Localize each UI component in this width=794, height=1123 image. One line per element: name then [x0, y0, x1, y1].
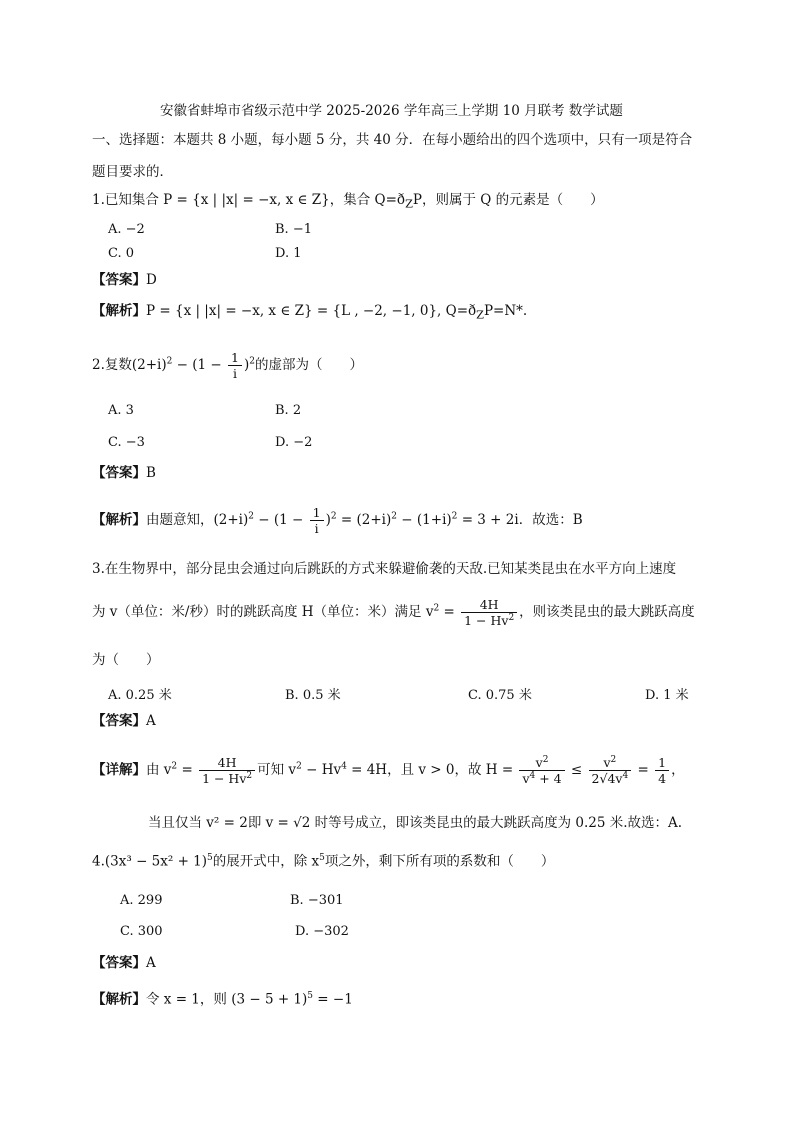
q4-answer-label: 【答案】	[92, 955, 146, 971]
q2-analysis-sup-1: 2	[248, 511, 254, 522]
q1-stem-sub: Z	[405, 197, 413, 211]
q1-analysis-sub: Z	[476, 308, 484, 322]
q3-detail-e: = 4H，且 v > 0，故 H =	[346, 762, 518, 779]
q4-option-a: A. 299	[120, 893, 163, 908]
q3-option-a: A. 0.25 米	[108, 688, 172, 703]
q3-detail-frac2-num	[519, 755, 564, 771]
q3-detail-le: ≤	[566, 762, 587, 779]
q3-detail-fraction-2	[519, 755, 564, 786]
q2-frac-den: i	[233, 366, 238, 381]
q2-analysis-expr-a: (2+i)	[213, 512, 249, 528]
q2-option-c: C. −3	[108, 435, 145, 450]
q2-analysis-mid2: − (1+i)	[397, 512, 452, 528]
question-4-stem	[92, 853, 554, 870]
q3-frac-den	[461, 613, 517, 628]
q4-analysis-sup: 5	[307, 991, 314, 1001]
q2-sup-1: 2	[166, 356, 173, 367]
q4-sup-2: 5	[319, 853, 325, 863]
question-2-stem	[92, 350, 363, 381]
q3-detail-sup-3: 4	[341, 761, 347, 772]
q3-detail-frac2-num-text: v	[535, 755, 543, 771]
q3-detail-frac3-den-sup: 4	[622, 771, 629, 782]
page-title: 安徽省蚌埠市省级示范中学 2025-2026 学年高三上学期 10 月联考 数学试题	[160, 103, 623, 119]
q3-detail-line2: 当且仅当 v² = 2即 v = √2 时等号成立，即该类昆虫的最大跳跃高度为 0.25 米.故选：A.	[148, 815, 683, 831]
q3-detail-frac2-den-text: v	[522, 771, 530, 787]
q2-analysis-prefix: 由题意知，	[146, 512, 214, 528]
q3-detail	[92, 755, 685, 786]
q3-option-b: B. 0.5 米	[285, 688, 341, 703]
q1-option-d: D. 1	[275, 246, 302, 261]
q3-stem-line3: 为（ ）	[92, 652, 160, 668]
q4-expr: (3x³ − 5x² + 1)	[104, 853, 208, 870]
q3-frac-den-sup: 2	[508, 613, 515, 623]
q2-analysis-sup-4: 2	[451, 511, 458, 522]
q3-line2-a: 为 v（单位：米/秒）时的跳跃高度 H（单位：米）满足 v	[92, 604, 434, 621]
q1-analysis	[92, 303, 527, 322]
q3-line2-c: ，则该类昆虫的最大跳跃高度	[519, 604, 695, 621]
q3-detail-frac1-den	[199, 771, 255, 786]
q4-analysis-b: (3 − 5 + 1)	[231, 991, 308, 1008]
q3-detail-frac2-den	[519, 771, 564, 786]
q3-detail-a: 由 v	[146, 762, 172, 779]
q3-detail-frac4-num: 1	[655, 755, 669, 771]
q3-detail-frac3-den-text: 2√4v	[591, 771, 623, 787]
section-heading-line1: 一、选择题：本题共 8 小题，每小题 5 分，共 40 分．在每小题给出的四个选项中，只有一项是符合	[92, 132, 693, 148]
q2-option-b: B. 2	[275, 403, 302, 418]
q3-detail-frac2-num-sup: 2	[542, 755, 549, 765]
q4-analysis	[92, 991, 353, 1008]
q4-tail: 的展开式中，除 x	[212, 853, 320, 870]
q4-analysis-label: 【解析】	[92, 991, 146, 1008]
q3-detail-frac3-den	[589, 771, 632, 786]
q2-answer-value: B	[146, 465, 156, 481]
q2-analysis-expr-b: − (1 −	[254, 512, 308, 528]
q3-answer-label: 【答案】	[92, 713, 146, 729]
q3-detail-sup-1: 2	[171, 761, 178, 772]
q4-sup-1: 5	[207, 853, 213, 863]
q2-answer-label: 【答案】	[92, 465, 146, 481]
q3-detail-b: =	[177, 762, 198, 779]
q3-detail-f: ，	[671, 762, 685, 779]
q1-stem-text: 1.已知集合 P = {x | |x| = −x, x ∈ Z}，集合 Q=ð	[92, 192, 406, 208]
q4-option-b: B. −301	[290, 893, 344, 908]
q3-detail-frac1-num: 4H	[199, 755, 255, 771]
q1-stem-tail: P，则属于 Q 的元素是（ ）	[412, 192, 604, 208]
q1-option-a: A. −2	[108, 222, 145, 237]
question-1-stem	[92, 192, 604, 211]
q3-detail-c: 可知 v	[257, 762, 297, 779]
q3-detail-label: 【详解】	[92, 762, 146, 779]
q3-detail-sup-2: 2	[296, 761, 302, 772]
q3-answer	[92, 713, 156, 729]
q2-expr-c: )	[244, 357, 250, 373]
q3-option-c: C. 0.75 米	[468, 688, 532, 703]
q3-frac-num: 4H	[461, 597, 517, 613]
q2-prefix: 2.复数	[92, 357, 132, 373]
q2-analysis-fraction	[310, 505, 324, 536]
q1-option-b: B. −1	[275, 222, 312, 237]
q1-analysis-label: 【解析】	[92, 303, 146, 319]
q2-tail: 的虚部为（ ）	[255, 357, 364, 373]
q2-option-a: A. 3	[108, 403, 134, 418]
q4-answer-value: A	[146, 955, 156, 971]
q3-detail-frac3-num	[589, 755, 632, 771]
q3-detail-d: − Hv	[301, 762, 342, 779]
q2-expr-a: (2+i)	[131, 357, 167, 373]
q4-tail2: 项之外，剩下所有项的系数和（ ）	[324, 853, 555, 870]
q3-detail-fraction-1	[199, 755, 255, 786]
q3-answer-value: A	[146, 713, 156, 729]
q3-frac-den-text: 1 − Hv	[464, 613, 509, 629]
q4-option-c: C. 300	[120, 924, 163, 939]
q3-detail-frac1-den-sup: 2	[246, 771, 253, 782]
q2-analysis-frac-den: i	[314, 521, 319, 536]
q3-detail-fraction-3	[589, 755, 632, 786]
q4-prefix: 4.	[92, 853, 105, 870]
q3-detail-frac3-num-sup: 2	[610, 755, 617, 765]
q4-option-d: D. −302	[295, 924, 349, 939]
q2-frac-num: 1	[228, 350, 242, 366]
q2-analysis-sup-3: 2	[391, 511, 398, 522]
q3-detail-eq: =	[633, 762, 654, 779]
q3-line2-sup: 2	[433, 603, 440, 614]
q1-analysis-tail: P=N*.	[483, 303, 528, 319]
q3-detail-frac2-den-sup: 4	[529, 771, 536, 782]
q3-stem-line2	[92, 597, 695, 628]
q2-analysis-expr-c: )	[325, 512, 331, 528]
q2-analysis-label: 【解析】	[92, 512, 146, 528]
q2-analysis-sup-2: 2	[330, 511, 337, 522]
q1-answer-label: 【答案】	[92, 272, 146, 288]
q2-answer	[92, 465, 156, 481]
q3-detail-frac1-den-text: 1 − Hv	[202, 771, 247, 787]
q2-analysis	[92, 505, 583, 536]
q3-detail-frac4-den: 4	[658, 771, 667, 787]
q1-answer	[92, 272, 157, 288]
q2-fraction	[228, 350, 242, 381]
q3-line2-b: =	[439, 604, 460, 621]
q1-analysis-text: P = {x | |x| = −x, x ∈ Z} = {L , −2, −1, 0}, Q=ð	[146, 303, 477, 319]
q4-analysis-c: = −1	[313, 991, 353, 1008]
q3-detail-frac2-den-tail: + 4	[535, 771, 562, 787]
q4-answer	[92, 955, 156, 971]
q2-analysis-tail: = 3 + 2i．故选：B	[457, 512, 583, 528]
q3-stem-line1: 3.在生物界中，部分昆虫会通过向后跳跃的方式来躲避偷袭的天敌.已知某类昆虫在水平方向上速度	[92, 561, 677, 577]
q3-detail-fraction-4	[655, 755, 669, 786]
q2-expr-b: − (1 −	[172, 357, 227, 373]
q3-detail-frac3-num-text: v	[603, 755, 611, 771]
q2-analysis-frac-num: 1	[310, 505, 324, 521]
q4-analysis-a: 令 x = 1，则	[146, 991, 232, 1008]
q1-option-c: C. 0	[108, 246, 135, 261]
q3-fraction	[461, 597, 517, 628]
q2-option-d: D. −2	[275, 435, 313, 450]
q2-sup-2: 2	[249, 356, 256, 367]
q1-answer-value: D	[146, 272, 157, 288]
q3-option-d: D. 1 米	[645, 688, 689, 703]
q2-analysis-mid: = (2+i)	[336, 512, 392, 528]
section-heading-line2: 题目要求的．	[92, 164, 173, 180]
